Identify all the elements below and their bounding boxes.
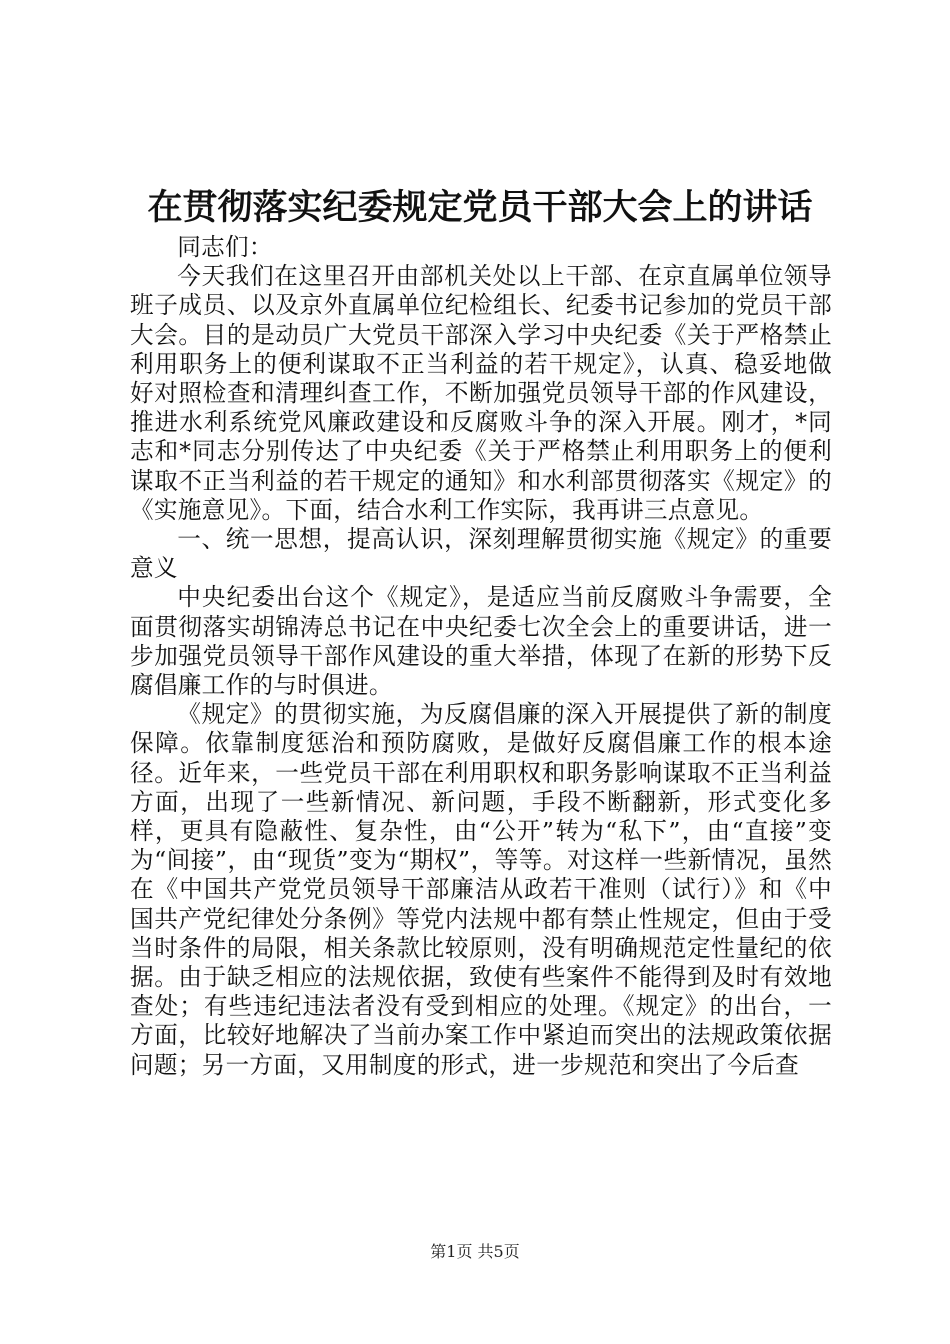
page-footer: 第1页 共5页 (430, 1242, 520, 1261)
document-title: 在贯彻落实纪委规定党员干部大会上的讲话 (147, 187, 813, 228)
paragraph-intro: 今天我们在这里召开由部机关处以上干部、在京直属单位领导班子成员、以及京外直属单位纪检组长、纪委书记参加的党员干部大会。目的是动员广大党员干部深入学习中央纪委《关于严格禁止利用职务上的便利谋取不正当利益的若干规定》，认真、稳妥地做好对照检查和清理纠查工作，不断加强党员领导干部的作风建设，推进水利系统党风廉政建设和反腐败斗争的深入开展。刚才，*同志和*同志分别传达了中央纪委《关于严格禁止利用职务上的便利谋取不正当利益的若干规定的通知》和水利部贯彻落实《规定》的《实施意见》。下面，结合水利工作实际，我再讲三点意见。 (130, 262, 832, 524)
document-body (130, 233, 832, 1080)
section-heading-1: 一、统一思想，提高认识，深刻理解贯彻实施《规定》的重要意义 (130, 525, 832, 583)
paragraph-institutional-guarantee: 《规定》的贯彻实施，为反腐倡廉的深入开展提供了新的制度保障。依靠制度惩治和预防腐败，是做好反腐倡廉工作的根本途径。近年来，一些党员干部在利用职权和职务影响谋取不正当利益方面，出现了一些新情况、新问题，手段不断翻新，形式变化多样，更具有隐蔽性、复杂性，由“公开”转为“私下”，由“直接”变为“间接”，由“现货”变为“期权”，等等。对这样一些新情况，虽然在《中国共产党党员领导干部廉洁从政若干准则（试行）》和《中国共产党纪律处分条例》等党内法规中都有禁止性规定，但由于受当时条件的局限，相关条款比较原则，没有明确规范定性量纪的依据。由于缺乏相应的法规依据，致使有些案件不能得到及时有效地查处；有些违纪违法者没有受到相应的处理。《规定》的出台，一方面，比较好地解决了当前办案工作中紧迫而突出的法规政策依据问题；另一方面，又用制度的形式，进一步规范和突出了今后查 (130, 700, 832, 1079)
salutation: 同志们： (177, 233, 273, 261)
paragraph-significance: 中央纪委出台这个《规定》，是适应当前反腐败斗争需要，全面贯彻落实胡锦涛总书记在中央纪委七次全会上的重要讲话，进一步加强党员领导干部作风建设的重大举措，体现了在新的形势下反腐倡廉工作的与时俱进。 (130, 583, 832, 700)
